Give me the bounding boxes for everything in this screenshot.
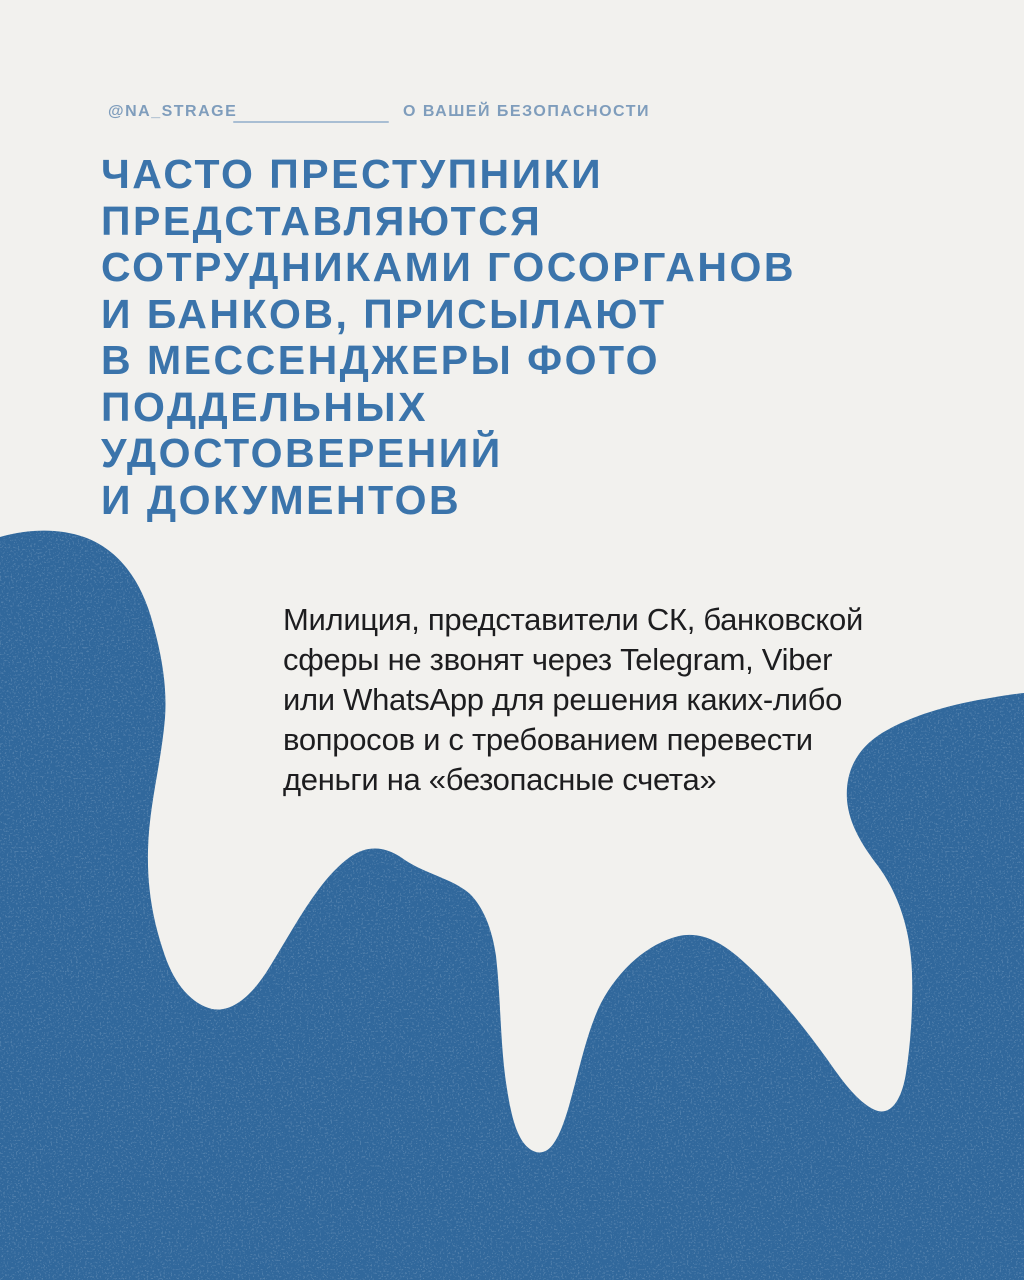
headline-line: И ДОКУМЕНТОВ	[101, 476, 462, 523]
body-line: Милиция, представители СК, банковской	[283, 602, 863, 637]
headline-line: ЧАСТО ПРЕСТУПНИКИ	[101, 151, 604, 197]
headline-line: УДОСТОВЕРЕНИЙ	[101, 430, 503, 476]
account-handle: @NA_STRAGE	[108, 103, 238, 120]
body-line: вопросов и с требованием перевести	[283, 722, 813, 757]
header-topic: О ВАШЕЙ БЕЗОПАСНОСТИ	[403, 103, 650, 120]
headline-line: В МЕССЕНДЖЕРЫ ФОТО	[101, 337, 660, 383]
body-line: сферы не звонят через Telegram, Viber	[283, 642, 833, 677]
headline	[101, 151, 961, 523]
headline-line: ПОДДЕЛЬНЫХ	[101, 383, 428, 430]
divider-line	[233, 121, 389, 123]
headline-line: ПРЕДСТАВЛЯЮТСЯ	[101, 197, 543, 244]
headline-line: СОТРУДНИКАМИ ГОСОРГАНОВ	[101, 244, 796, 290]
poster-header	[0, 0, 1024, 120]
body-line: или WhatsApp для решения каких-либо	[283, 682, 843, 717]
headline-line: И БАНКОВ, ПРИСЫЛАЮТ	[101, 290, 667, 337]
body-line: деньги на «безопасные счета»	[283, 762, 717, 797]
body-paragraph	[283, 600, 923, 800]
